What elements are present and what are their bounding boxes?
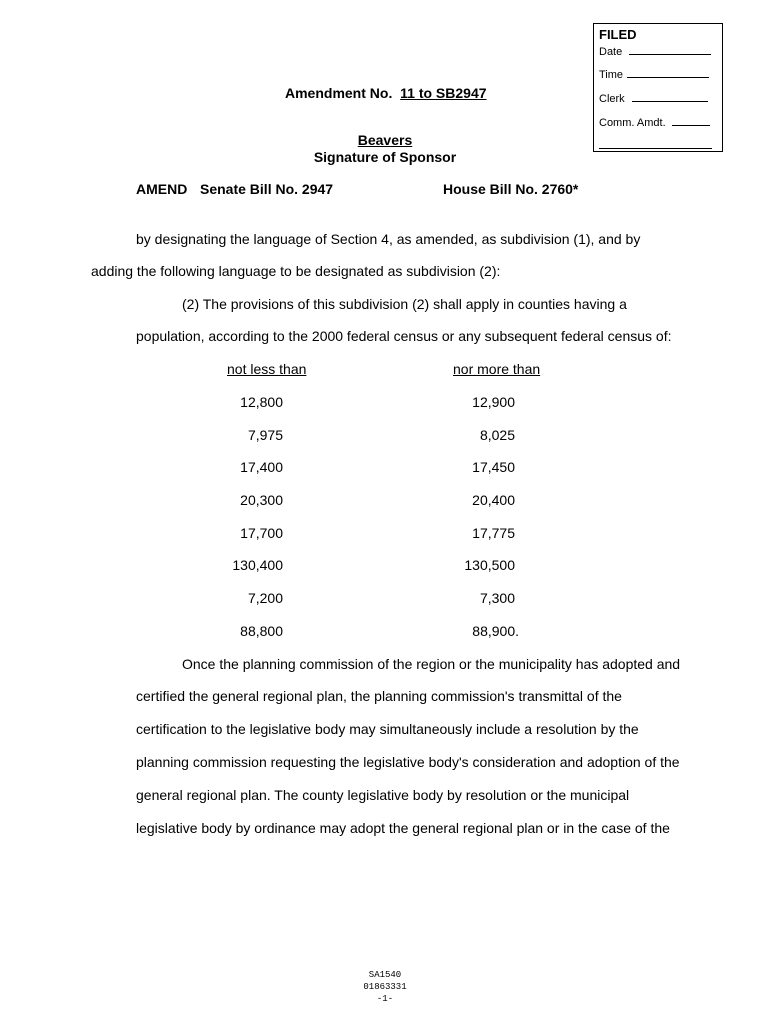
table-cell-max: 88,900. — [472, 623, 519, 639]
filed-time-label: Time — [599, 69, 624, 81]
table-cell-max: 12,900 — [472, 394, 515, 410]
filed-title: FILED — [599, 27, 637, 42]
filed-date-label: Date — [599, 46, 623, 58]
amendment-prefix: Amendment No. — [285, 85, 393, 101]
sponsor-caption: Signature of Sponsor — [313, 149, 457, 165]
intro-paragraph-line-2: adding the following language to be designated as subdivision (2): — [91, 263, 501, 279]
filed-date-field — [599, 44, 711, 58]
table-cell-min: 12,800 — [240, 394, 283, 410]
filed-time-field — [599, 67, 709, 81]
closing-paragraph-line-6: legislative body by ordinance may adopt the general regional plan or in the case of the — [136, 820, 670, 836]
closing-paragraph-line-1: Once the planning commission of the region or the municipality has adopted and — [182, 656, 681, 672]
table-cell-max: 20,400 — [472, 492, 515, 508]
table-cell-min: 88,800 — [240, 623, 283, 639]
closing-paragraph-line-5: general regional plan. The county legislative body by resolution or the municipal — [136, 787, 630, 803]
closing-paragraph-line-2: certified the general regional plan, the planning commission's transmittal of the — [136, 688, 622, 704]
house-bill-number: House Bill No. 2760* — [443, 181, 579, 197]
table-cell-max: 130,500 — [464, 557, 515, 573]
filed-clerk-label: Clerk — [599, 93, 625, 105]
filed-clerk-field — [599, 91, 708, 105]
footer-code-2: 01863331 — [363, 982, 407, 992]
col-header-not-less-than: not less than — [227, 361, 307, 377]
filed-comm-amdt-field — [599, 115, 710, 129]
table-cell-max: 7,300 — [479, 590, 515, 606]
table-cell-max: 17,775 — [472, 525, 515, 541]
subdivision-2-line-1: (2) The provisions of this subdivision (2) shall apply in counties having a — [182, 296, 627, 312]
senate-bill-number: Senate Bill No. 2947 — [200, 181, 334, 197]
table-cell-min: 130,400 — [232, 557, 283, 573]
closing-paragraph-line-3: certification to the legislative body may simultaneously include a resolution by the — [136, 721, 639, 737]
table-cell-min: 17,400 — [240, 459, 283, 475]
table-cell-min: 17,700 — [240, 525, 283, 541]
amend-label: AMEND — [136, 181, 188, 197]
amendment-id: 11 to SB2947 — [400, 85, 487, 101]
intro-paragraph-line-1: by designating the language of Section 4, as amended, as subdivision (1), and by — [136, 231, 641, 247]
filed-comm-amdt-label: Comm. Amdt. — [599, 117, 666, 129]
table-cell-min: 20,300 — [240, 492, 283, 508]
table-cell-max: 17,450 — [472, 459, 515, 475]
table-cell-max: 8,025 — [479, 427, 515, 443]
table-cell-min: 7,200 — [247, 590, 283, 606]
sponsor-name: Beavers — [357, 132, 413, 148]
col-header-nor-more-than: nor more than — [453, 361, 541, 377]
closing-paragraph-line-4: planning commission requesting the legislative body's consideration and adoption of the — [136, 754, 680, 770]
page-number: -1- — [376, 994, 394, 1004]
subdivision-2-line-2: population, according to the 2000 federal census or any subsequent federal census of: — [136, 328, 672, 344]
footer-code-1: SA1540 — [368, 970, 402, 980]
table-cell-min: 7,975 — [247, 427, 283, 443]
amendment-title — [285, 85, 487, 101]
